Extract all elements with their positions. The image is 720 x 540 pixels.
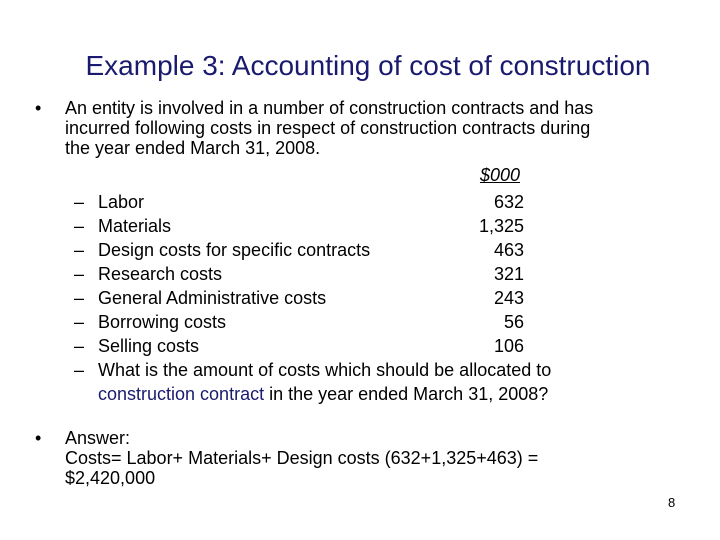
dash-symbol: – bbox=[74, 288, 85, 308]
intro-line: incurred following costs in respect of construction contracts during bbox=[65, 118, 591, 138]
dash-symbol: – bbox=[74, 312, 85, 332]
cost-value: 243 bbox=[493, 288, 524, 308]
dash-symbol: – bbox=[74, 336, 85, 356]
cost-row-research bbox=[74, 262, 524, 286]
question-line-2 bbox=[98, 382, 548, 406]
answer-line: $2,420,000 bbox=[65, 468, 156, 488]
question-rest: in the year ended March 31, 2008? bbox=[264, 384, 549, 404]
cost-value: 56 bbox=[503, 312, 524, 332]
cost-value: 632 bbox=[493, 192, 524, 212]
column-header: $000 bbox=[479, 165, 520, 185]
answer-text bbox=[65, 428, 665, 488]
dash-symbol: – bbox=[74, 216, 85, 236]
question-highlight: construction contract bbox=[98, 384, 265, 404]
cost-value: 1,325 bbox=[478, 216, 524, 236]
cost-row-borrowing bbox=[74, 310, 524, 334]
page-number: 8 bbox=[668, 495, 676, 510]
intro-line: the year ended March 31, 2008. bbox=[65, 138, 321, 158]
cost-label: Labor bbox=[98, 192, 145, 212]
cost-value: 463 bbox=[493, 240, 524, 260]
cost-label: Research costs bbox=[98, 264, 223, 284]
dash-symbol: – bbox=[74, 360, 85, 380]
intro-text bbox=[65, 98, 665, 158]
cost-label: General Administrative costs bbox=[98, 288, 327, 308]
dash-symbol: – bbox=[74, 240, 85, 260]
intro-line: An entity is involved in a number of construction contracts and has bbox=[65, 98, 594, 118]
cost-row-materials bbox=[74, 214, 524, 238]
question-line: What is the amount of costs which should be allocated to bbox=[98, 360, 552, 380]
question-row bbox=[74, 358, 634, 382]
cost-row-design bbox=[74, 238, 524, 262]
dash-symbol: – bbox=[74, 192, 85, 212]
answer-line: Costs= Labor+ Materials+ Design costs (632+1,325+463) = bbox=[65, 448, 539, 468]
cost-label: Borrowing costs bbox=[98, 312, 227, 332]
cost-label: Selling costs bbox=[98, 336, 200, 356]
cost-label: Materials bbox=[98, 216, 172, 236]
question-row bbox=[74, 382, 634, 406]
question bbox=[74, 358, 634, 406]
cost-row-admin bbox=[74, 286, 524, 310]
slide-title: Example 3: Accounting of cost of construction bbox=[85, 50, 651, 81]
cost-value: 106 bbox=[493, 336, 524, 356]
bullet-symbol: • bbox=[35, 428, 42, 448]
cost-label: Design costs for specific contracts bbox=[98, 240, 371, 260]
cost-value: 321 bbox=[493, 264, 524, 284]
cost-row-selling bbox=[74, 334, 524, 358]
answer-line: Answer: bbox=[65, 428, 131, 448]
dash-symbol: – bbox=[74, 264, 85, 284]
cost-row-labor bbox=[74, 190, 524, 214]
bullet-symbol: • bbox=[35, 98, 42, 118]
cost-list bbox=[74, 190, 524, 358]
